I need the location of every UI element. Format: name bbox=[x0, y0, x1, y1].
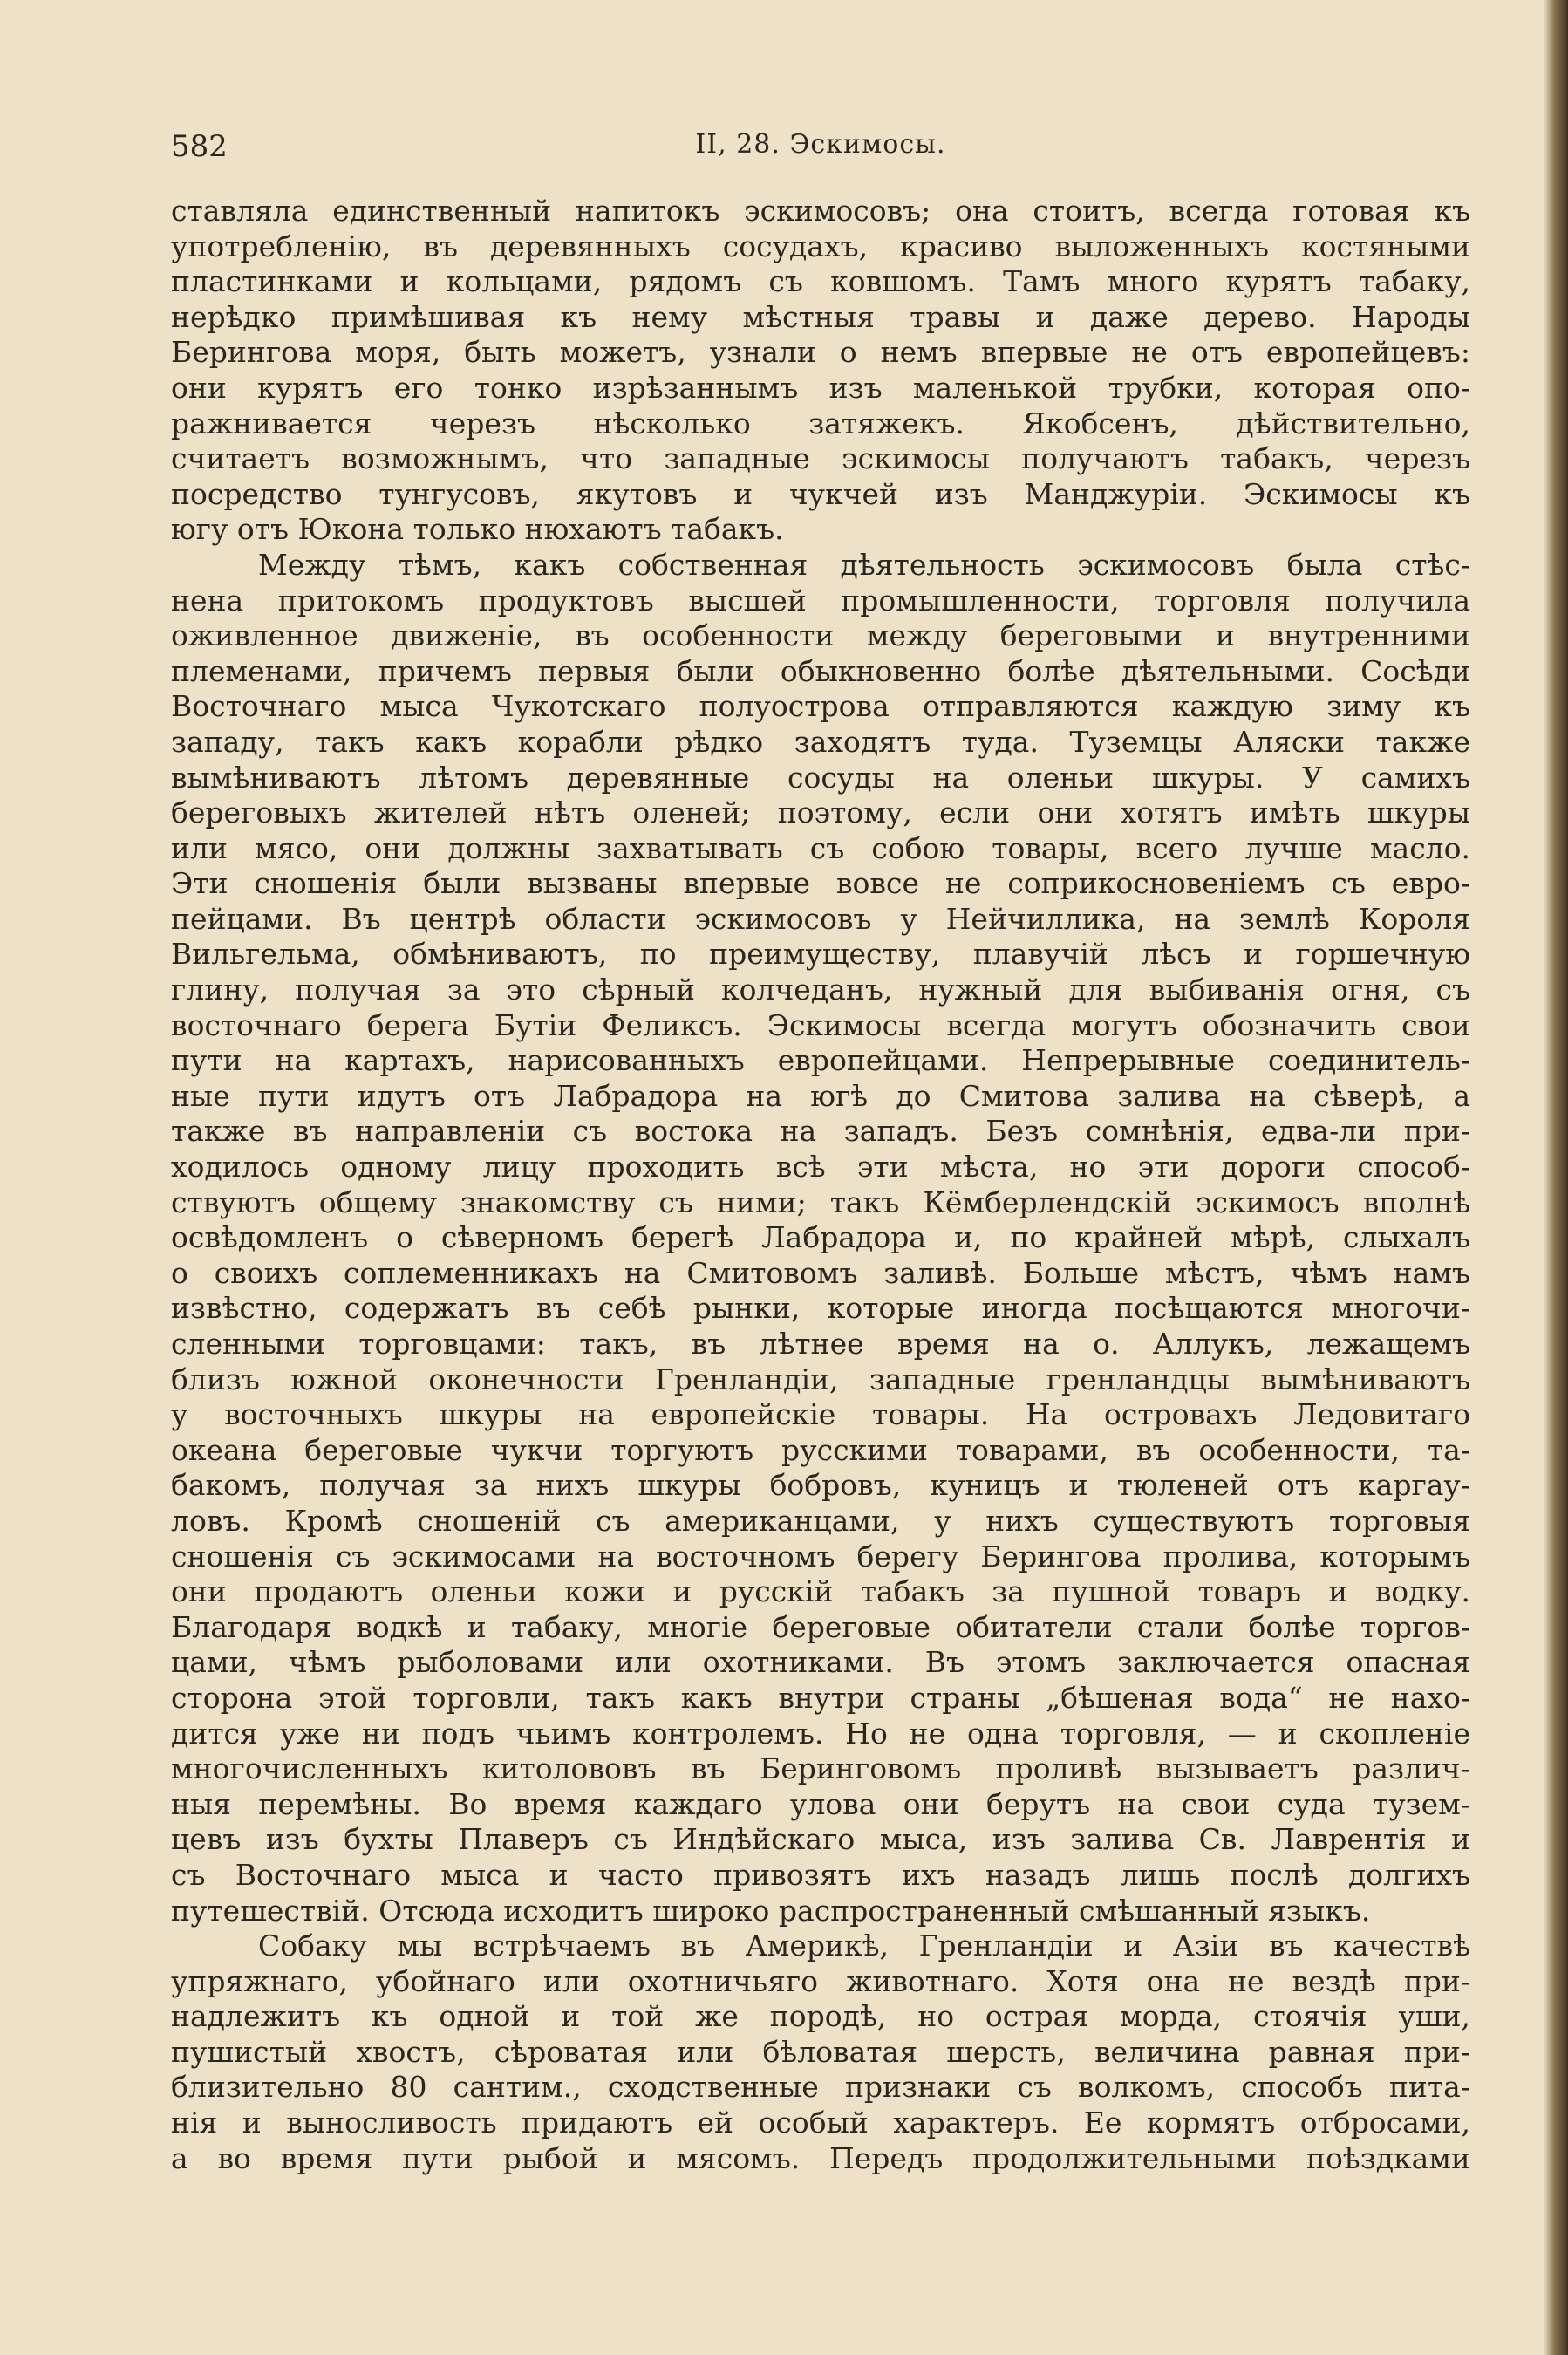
text-line: многочисленныхъ китолововъ въ Беринговомъ проливѣ вызываетъ различ- bbox=[171, 1751, 1470, 1786]
text-line: они продаютъ оленьи кожи и русскій табакъ за пушной товаръ и водку. bbox=[171, 1574, 1470, 1609]
text-line: Берингова моря, быть можетъ, узнали о немъ впервые не отъ европейцевъ: bbox=[171, 335, 1470, 370]
text-line: Эти сношенія были вызваны впервые вовсе не соприкосновеніемъ съ евро- bbox=[171, 866, 1470, 901]
text-line: извѣстно, содержатъ въ себѣ рынки, которые иногда посѣщаются многочи- bbox=[171, 1291, 1470, 1326]
text-line: путешествій. Отсюда исходитъ широко распространенный смѣшанный языкъ. bbox=[171, 1893, 1371, 1928]
text-line: считаетъ возможнымъ, что западные эскимосы получаютъ табакъ, черезъ bbox=[171, 441, 1470, 476]
text-line: ражнивается черезъ нѣсколько затяжекъ. Якобсенъ, дѣйствительно, bbox=[171, 406, 1470, 440]
text-line: они курятъ его тонко изрѣзаннымъ изъ маленькой трубки, которая опо- bbox=[171, 370, 1470, 405]
text-line: а во время пути рыбой и мясомъ. Передъ продолжительными поѣздками bbox=[171, 2140, 1470, 2175]
text-line: сленными торговцами: такъ, въ лѣтнее время на о. Аллукъ, лежащемъ bbox=[171, 1327, 1470, 1361]
text-line: сношенія съ эскимосами на восточномъ берегу Берингова пролива, которымъ bbox=[171, 1539, 1470, 1573]
running-head: II, 28. Эскимосы. bbox=[695, 129, 946, 160]
text-line: или мясо, они должны захватывать съ собою товары, всего лучше масло. bbox=[171, 830, 1470, 865]
text-line: нена притокомъ продуктовъ высшей промышленности, торговля получила bbox=[171, 583, 1470, 618]
text-line: сторона этой торговли, такъ какъ внутри страны „бѣшеная вода“ не нахо- bbox=[171, 1680, 1470, 1715]
page-edge-shadow bbox=[1544, 0, 1568, 2355]
text-line: близъ южной оконечности Гренландіи, западные гренландцы вымѣниваютъ bbox=[171, 1362, 1470, 1396]
text-line: о своихъ соплеменникахъ на Смитовомъ заливѣ. Больше мѣстъ, чѣмъ намъ bbox=[171, 1255, 1470, 1290]
text-line: бакомъ, получая за нихъ шкуры бобровъ, куницъ и тюленей отъ каргау- bbox=[171, 1468, 1470, 1503]
text-line: восточнаго берега Бутіи Феликсъ. Эскимосы всегда могутъ обозначить свои bbox=[171, 1007, 1470, 1042]
text-line: глину, получая за это сѣрный колчеданъ, нужный для выбиванія огня, съ bbox=[171, 973, 1470, 1007]
text-line: цами, чѣмъ рыболовами или охотниками. Въ этомъ заключается опасная bbox=[171, 1645, 1470, 1680]
text-line: пластинками и кольцами, рядомъ съ ковшомъ. Тамъ много курятъ табаку, bbox=[171, 264, 1470, 299]
text-line: у восточныхъ шкуры на европейскіе товары. На островахъ Ледовитаго bbox=[171, 1397, 1470, 1432]
text-line: дится уже ни подъ чьимъ контролемъ. Но не одна торговля, — и скопленіе bbox=[171, 1716, 1470, 1751]
text-line: Благодаря водкѣ и табаку, многіе береговые обитатели стали болѣе торгов- bbox=[171, 1609, 1470, 1644]
text-line: океана береговые чукчи торгуютъ русскими товарами, въ особенности, та- bbox=[171, 1432, 1470, 1467]
text-line: ныя перемѣны. Во время каждаго улова они берутъ на свои суда тузем- bbox=[171, 1786, 1470, 1821]
text-line: нія и выносливость придаютъ ей особый характеръ. Ее кормятъ отбросами, bbox=[171, 2106, 1470, 2140]
text-line: упряжнаго, убойнаго или охотничьяго животнаго. Хотя она не вездѣ при- bbox=[171, 1963, 1470, 1998]
text-line: ловъ. Кромѣ сношеній съ американцами, у нихъ существуютъ торговыя bbox=[171, 1503, 1470, 1538]
text-line: освѣдомленъ о сѣверномъ берегѣ Лабрадора и, по крайней мѣрѣ, слыхалъ bbox=[171, 1220, 1470, 1255]
text-line: пушистый хвостъ, сѣроватая или бѣловатая шерсть, величина равная при- bbox=[171, 2034, 1470, 2069]
text-line: ные пути идутъ отъ Лабрадора на югѣ до Смитова залива на сѣверѣ, а bbox=[171, 1078, 1470, 1113]
text-line: посредство тунгусовъ, якутовъ и чукчей изъ Манджуріи. Эскимосы къ bbox=[171, 476, 1470, 511]
paragraph-start-line: Собаку мы встрѣчаемъ въ Америкѣ, Гренландіи и Азіи въ качествѣ bbox=[258, 1928, 1470, 1963]
text-line: племенами, причемъ первыя были обыкновенно болѣе дѣятельными. Сосѣди bbox=[171, 653, 1470, 688]
text-line: пейцами. Въ центрѣ области эскимосовъ у Нейчиллика, на землѣ Короля bbox=[171, 901, 1470, 936]
text-line: ходилось одному лицу проходить всѣ эти мѣста, но эти дороги способ- bbox=[171, 1150, 1470, 1184]
text-line: также въ направленіи съ востока на западъ. Безъ сомнѣнія, едва-ли при- bbox=[171, 1114, 1470, 1149]
text-line: пути на картахъ, нарисованныхъ европейцами. Непрерывные соединитель- bbox=[171, 1043, 1470, 1078]
page-header bbox=[171, 129, 1470, 169]
text-line: ставляла единственный напитокъ эскимосовъ; она стоитъ, всегда готовая къ bbox=[171, 194, 1470, 228]
text-line: близительно 80 сантим., сходственные признаки съ волкомъ, способъ пита- bbox=[171, 2070, 1470, 2105]
paragraph-start-line: Между тѣмъ, какъ собственная дѣятельность эскимосовъ была стѣс- bbox=[258, 547, 1470, 582]
text-line: Восточнаго мыса Чукотскаго полуострова отправляются каждую зиму къ bbox=[171, 689, 1470, 724]
text-line: надлежитъ къ одной и той же породѣ, но острая морда, стоячія уши, bbox=[171, 1999, 1470, 2034]
text-line: съ Восточнаго мыса и часто привозятъ ихъ назадъ лишь послѣ долгихъ bbox=[171, 1857, 1470, 1892]
body-text bbox=[171, 194, 1470, 2212]
text-line: вымѣниваютъ лѣтомъ деревянные сосуды на оленьи шкуры. У самихъ bbox=[171, 760, 1470, 795]
text-line: цевъ изъ бухты Плаверъ съ Индѣйскаго мыса, изъ залива Св. Лаврентія и bbox=[171, 1822, 1470, 1857]
text-line: Вильгельма, обмѣниваютъ, по преимуществу, плавучій лѣсъ и горшечную bbox=[171, 937, 1470, 972]
text-line: береговыхъ жителей нѣтъ оленей; поэтому, если они хотятъ имѣть шкуры bbox=[171, 795, 1470, 830]
text-line: западу, такъ какъ корабли рѣдко заходятъ туда. Туземцы Аляски также bbox=[171, 724, 1470, 759]
text-line: югу отъ Юкона только нюхаютъ табакъ. bbox=[171, 512, 784, 547]
text-line: оживленное движеніе, въ особенности между береговыми и внутренними bbox=[171, 618, 1470, 653]
text-line: нерѣдко примѣшивая къ нему мѣстныя травы и даже дерево. Народы bbox=[171, 299, 1470, 334]
text-line: употребленію, въ деревянныхъ сосудахъ, красиво выложенныхъ костяными bbox=[171, 229, 1470, 263]
text-line bbox=[171, 2176, 1470, 2212]
page-number: 582 bbox=[171, 129, 228, 164]
text-line: ствуютъ общему знакомству съ ними; такъ Кёмберлендскій эскимосъ вполнѣ bbox=[171, 1184, 1470, 1219]
